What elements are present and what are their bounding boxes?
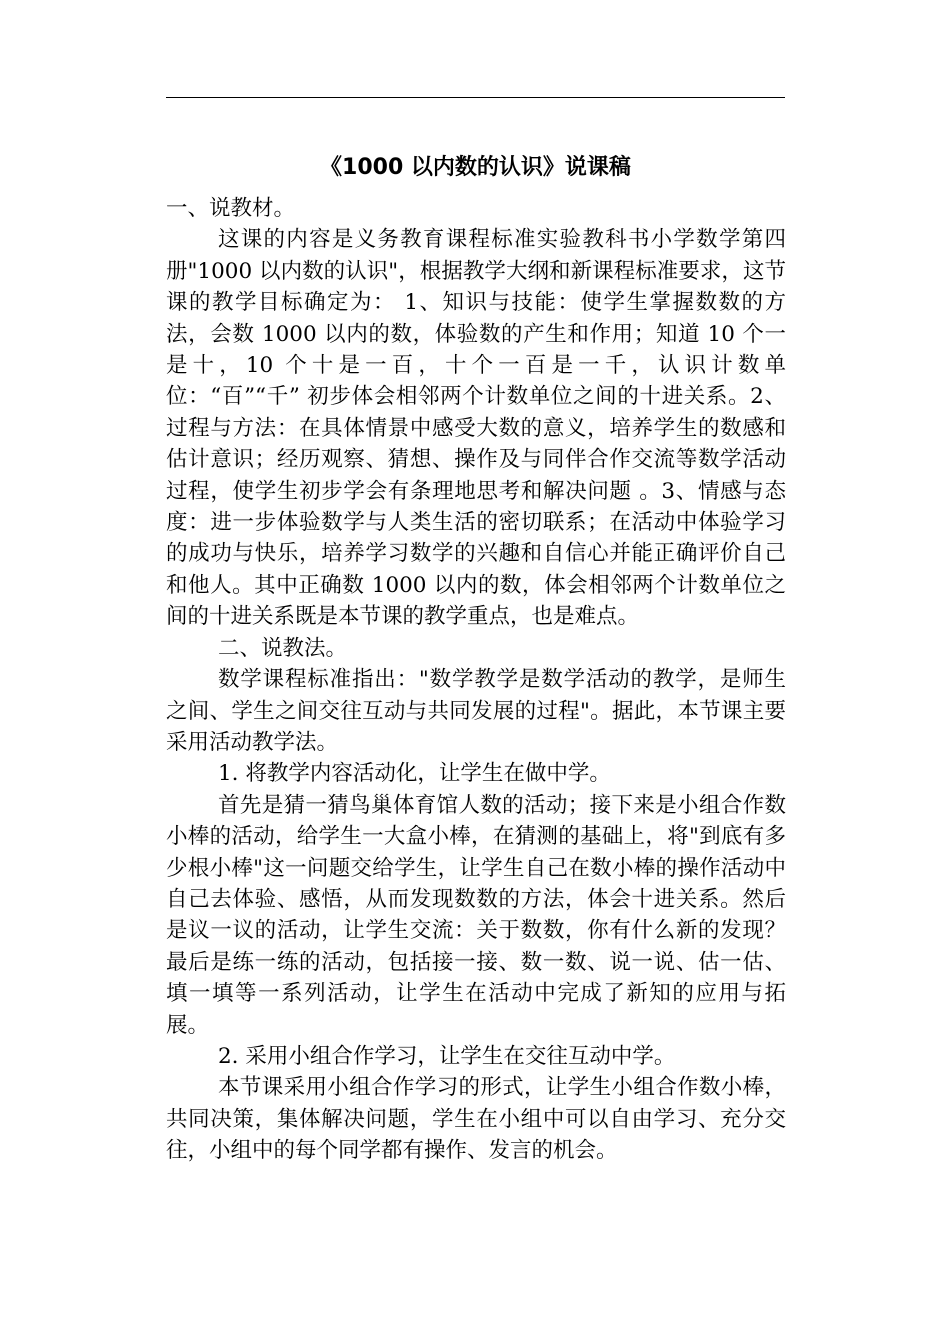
paragraph-objectives: 这课的内容是义务教育课程标准实验教科书小学数学第四册"1000 以内数的认识"，根据教学大纲和新课程标准要求，这节课的教学目标确定为： 1、知识与技能：使学生掌握数数的方法，会数 1000 以内的数，体验数的产生和作用；知道 10 个一是十，10 个十是一百，十个一百是一千，认识计数单位：“百”“千” 初步体会相邻两个计数单位之间的十进关系。2、过程与方法：在具体情景中感受大数的意义，培养学生的数感和估计意识；经历观察、猜想、操作及与同伴合作交流等数学活动过程，使学生初步学会有条理地思考和解决问题 。3、情感与态度：进一步体验数学与人类生活的密切联系；在活动中体验学习的成功与快乐，培养学习数学的兴趣和自信心并能正确评价自己和他人。其中正确数 1000 以内的数，体会相邻两个计数单位之间的十进关系既是本节课的教学重点，也是难点。 (166, 227, 786, 630)
paragraph-activities: 首先是猜一猜鸟巢体育馆人数的活动；接下来是小组合作数小棒的活动，给学生一大盒小棒，在猜测的基础上，将"到底有多少根小棒"这一问题交给学生，让学生自己在数小棒的操作活动中自己去体验、感悟，从而发现数数的方法，体会十进关系。然后是议一议的活动，让学生交流：关于数数，你有什么新的发现？最后是练一练的活动，包括接一接、数一数、说一说、估一估、填一填等一系列活动，让学生在活动中完成了新知的应用与拓展。 (166, 792, 786, 1038)
header-rule (166, 97, 785, 98)
paragraph-group-learning: 本节课采用小组合作学习的形式，让学生小组合作数小棒，共同决策，集体解决问题，学生在小组中可以自由学习、充分交往，小组中的每个同学都有操作、发言的机会。 (166, 1075, 786, 1164)
page-title: 《1000 以内数的认识》说课稿 (320, 155, 631, 180)
subheading-activity-learning: 1. 将教学内容活动化，让学生在做中学。 (218, 761, 611, 787)
subheading-group-learning: 2. 采用小组合作学习，让学生在交往互动中学。 (218, 1043, 676, 1069)
section-heading-methods: 二、说教法。 (218, 635, 348, 661)
section-heading-materials: 一、说教材。 (166, 196, 296, 221)
paragraph-curriculum-standard: 数学课程标准指出："数学教学是数学活动的教学，是师生之间、学生之间交往互动与共同发展的过程"。据此，本节课主要采用活动教学法。 (166, 667, 786, 755)
document-body (166, 193, 786, 1167)
